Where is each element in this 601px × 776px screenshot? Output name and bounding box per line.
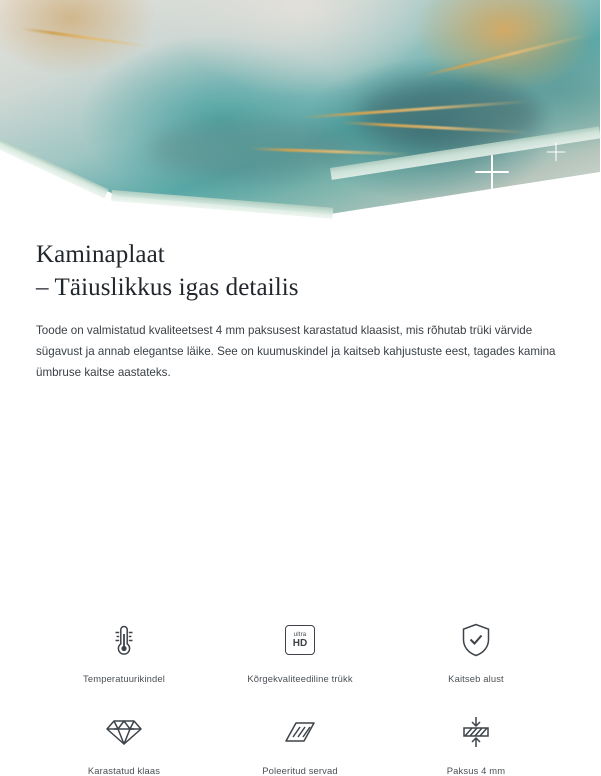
hero-image: [0, 0, 600, 222]
page-title: [0, 222, 600, 304]
content-block: [0, 222, 600, 383]
title-line-1: Kaminaplaat: [36, 241, 165, 268]
feature-temperature-resistant: [36, 618, 212, 684]
title-line-2: – Täiuslikkus igas detailis: [36, 274, 299, 301]
artwork-shade: [360, 80, 540, 150]
polished-edges-icon: [283, 710, 317, 754]
feature-label: Kõrgekvaliteediline trükk: [247, 673, 353, 684]
shield-check-icon: [459, 618, 493, 662]
feature-grid: [36, 618, 564, 776]
glass-panel-artwork: [0, 0, 600, 222]
ultra-hd-icon: [285, 618, 315, 662]
feature-label: Paksus 4 mm: [446, 765, 506, 776]
feature-label: Poleeritud servad: [262, 765, 338, 776]
feature-label: Kaitseb alust: [448, 673, 504, 684]
ultra-hd-bottom-label: HD: [292, 637, 308, 649]
feature-thickness: [388, 710, 564, 776]
feature-label: Karastatud klaas: [87, 765, 161, 776]
artwork-gold-vein: [422, 33, 588, 77]
feature-polished-edges: [212, 710, 388, 776]
artwork-gold-vein: [20, 27, 149, 48]
feature-row-2: [36, 710, 564, 776]
thickness-icon: [458, 710, 494, 754]
feature-high-quality-print: [212, 618, 388, 684]
feature-row-1: [36, 618, 564, 684]
thermometer-icon: [109, 618, 139, 662]
feature-label: Temperatuurikindel: [83, 673, 165, 684]
feature-protects-surface: [388, 618, 564, 684]
description-paragraph: Toode on valmistatud kvaliteetsest 4 mm paksusest karastatud klaasist, mis rõhutab trüki värvide sügavust ja annab elegantse läike. See on kuumuskindel ja kaitseb kahjustuste eest, tagades kamina ümbruse kaitse aastateks.: [36, 324, 556, 379]
diamond-icon: [105, 710, 143, 754]
feature-tempered-glass: [36, 710, 212, 776]
ultra-hd-top-label: ultra: [293, 631, 307, 638]
